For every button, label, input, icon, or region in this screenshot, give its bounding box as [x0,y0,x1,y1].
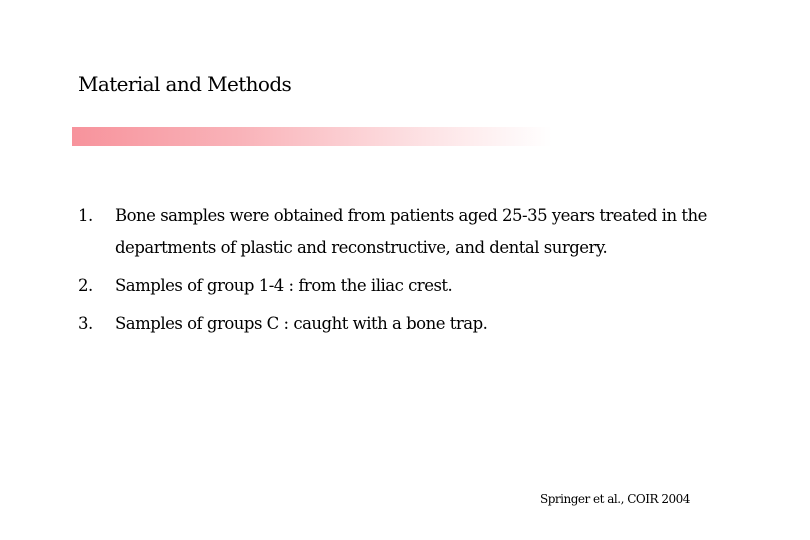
list-item [78,270,778,302]
list-item-number: 3. [78,314,93,333]
slide-title: Material and Methods [78,72,292,96]
list-item-text: Samples of groups C : caught with a bone trap. [115,314,488,333]
list-item [78,308,778,340]
list-item-text: Bone samples were obtained from patients aged 25-35 years treated in the departments of plastic and reconstructive, and dental surgery. [115,206,707,257]
title-accent-bar [72,127,552,146]
list-item-text: Samples of group 1-4 : from the iliac crest. [115,276,453,295]
methods-list [78,200,778,346]
list-item [78,200,778,264]
citation: Springer et al., COIR 2004 [540,492,690,506]
list-item-number: 1. [78,206,93,225]
list-item-number: 2. [78,276,93,295]
